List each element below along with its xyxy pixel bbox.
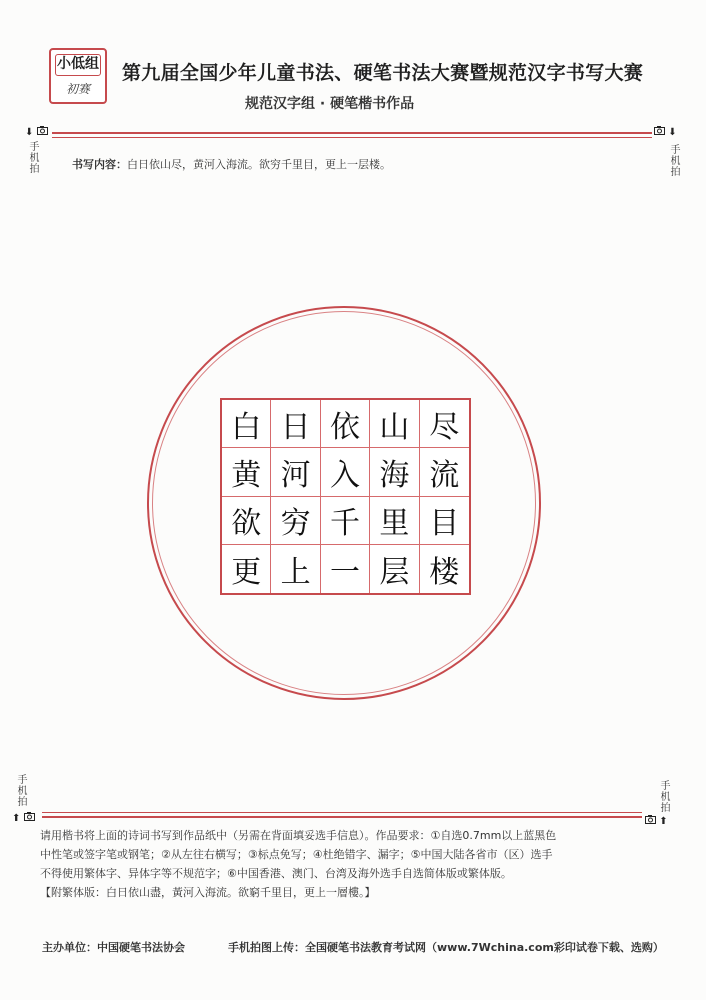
grid-cell: 依: [321, 400, 370, 448]
grid-cell: 日: [271, 400, 320, 448]
grid-cell: 山: [370, 400, 419, 448]
grid-cell: 上: [271, 545, 320, 593]
side-label-bottom-right: 手机拍: [658, 780, 669, 813]
content-label: 书写内容：: [72, 158, 127, 171]
requirements-line: 不得使用繁体字、异体字等不规范字；⑥中国香港、澳门、台湾及海外选手自选简体版或繁体版。: [40, 867, 512, 880]
arrow-up-icon: ⬆: [12, 813, 21, 824]
bottom-left-marker: [12, 812, 35, 824]
requirements-line: 中性笔或签字笔或钢笔；②从左往右横写；③标点免写；④杜绝错字、漏字；⑤中国大陆各省市（区）选手: [40, 848, 553, 861]
top-left-marker: [25, 126, 48, 138]
grid-cell: 海: [370, 448, 419, 496]
bottom-rule-thin: [42, 812, 642, 813]
top-rule: [52, 132, 652, 134]
organizer: 主办单位：中国硬笔书法协会: [42, 941, 185, 954]
grid-cell: 河: [271, 448, 320, 496]
top-right-marker: [654, 126, 677, 138]
grid-cell: 流: [420, 448, 469, 496]
arrow-up-icon: ⬆: [659, 816, 668, 827]
grid-cell: 尽: [420, 400, 469, 448]
arrow-down-icon: ⬇: [25, 127, 34, 138]
side-label-bottom-left: 手机拍: [15, 774, 26, 807]
grid-cell: 入: [321, 448, 370, 496]
grid-cell: 穷: [271, 497, 320, 545]
writing-grid: [220, 398, 471, 595]
camera-icon: [654, 127, 668, 138]
requirements-line: 请用楷书将上面的诗词书写到作品纸中（另需在背面填妥选手信息）。作品要求：①自选0.7mm以上蓝黑色: [40, 829, 557, 842]
grid-cell: 千: [321, 497, 370, 545]
grid-cell: 黄: [222, 448, 271, 496]
writing-content: [72, 156, 391, 172]
arrow-down-icon: ⬇: [668, 127, 677, 138]
grid-cell: 欲: [222, 497, 271, 545]
side-label-top-left: 手机拍: [27, 141, 38, 174]
camera-icon: [33, 127, 47, 138]
grid-cell: 层: [370, 545, 419, 593]
side-label-top-right: 手机拍: [668, 144, 679, 177]
page-subtitle: 规范汉字组 · 硬笔楷书作品: [245, 96, 415, 112]
content-text: 白日依山尽，黄河入海流。欲穷千里目，更上一层楼。: [127, 158, 391, 171]
traditional-version: 【附繁体版：白日依山盡，黃河入海流。欲窮千里目，更上一層樓。】: [40, 886, 376, 899]
grid-cell: 更: [222, 545, 271, 593]
grid-cell: 楼: [420, 545, 469, 593]
requirements: [40, 826, 650, 902]
group-badge: [49, 48, 107, 104]
bottom-rule: [42, 816, 642, 818]
upload-info: 手机拍图上传：全国硬笔书法教育考试网（www.7Wchina.com彩印试卷下载、选购）: [228, 941, 664, 954]
grid-cell: 里: [370, 497, 419, 545]
grid-cell: 白: [222, 400, 271, 448]
grid-cell: 目: [420, 497, 469, 545]
camera-icon: [20, 813, 34, 824]
page-title: 第九届全国少年儿童书法、硬笔书法大赛暨规范汉字书写大赛: [122, 62, 644, 84]
top-rule-thin: [52, 137, 652, 138]
group-label: 小低组: [55, 54, 101, 76]
stage-label: 初赛: [65, 82, 90, 96]
grid-cell: 一: [321, 545, 370, 593]
